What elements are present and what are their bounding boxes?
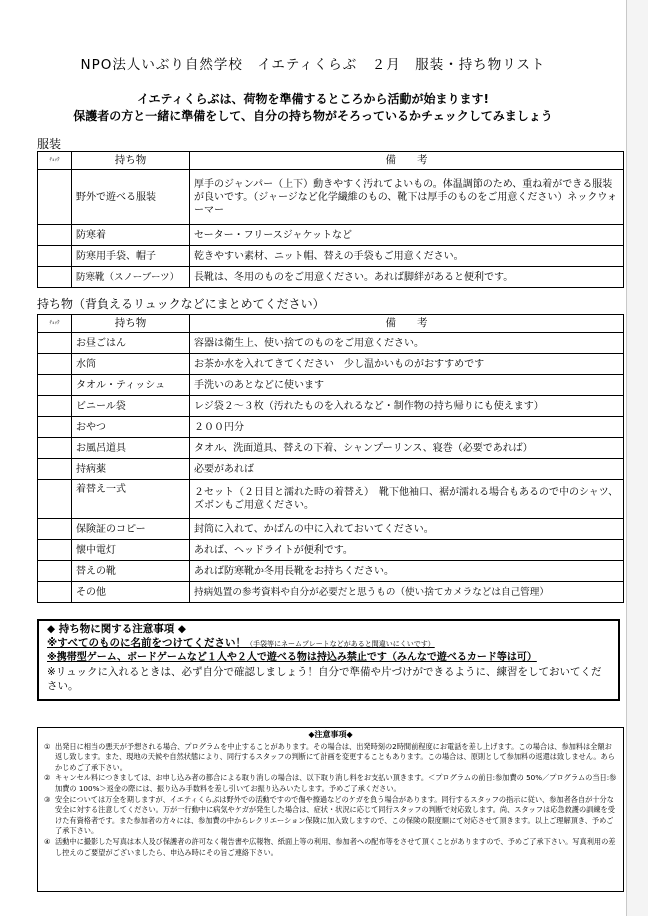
item-cell: 着替え一式 — [72, 480, 190, 519]
note-header: 備 考 — [190, 152, 624, 170]
clothing-table — [37, 151, 624, 288]
caution-box — [37, 727, 624, 892]
caution-item — [44, 837, 617, 858]
item-cell: その他 — [72, 582, 190, 603]
belongings-table — [37, 314, 624, 603]
notes-line-3: ※リュックに入れるときは、必ず自分で確認しましょう！自分で準備や片づけができるように、練習をしておいてください。 — [47, 666, 602, 692]
caution-item — [44, 795, 617, 837]
check-cell[interactable] — [38, 267, 72, 288]
item-cell: 保険証のコピー — [72, 519, 190, 540]
caution-text: 活動中に撮影した写真は本人及び保護者の許可なく報告書や広報物、紙面上等の利用、参加者への配布等をさせて頂くことがありますので、予めご了承下さい。写真利用の差し控えのご要望がございましたら、申込み時にその旨ご連絡下さい。 — [55, 836, 616, 857]
check-header: ﾁｪｯｸ — [38, 152, 72, 170]
table-row — [38, 582, 624, 603]
caution-number: ② — [44, 773, 51, 783]
notes-line-1-text: ※すべてのものに名前をつけてください！ — [47, 637, 246, 649]
item-cell: 防寒靴（スノーブーツ） — [72, 267, 190, 288]
item-cell: お風呂道具 — [72, 438, 190, 459]
item-cell: タオル・ティッシュ — [72, 375, 190, 396]
caution-item — [44, 742, 617, 774]
note-cell: タオル、洗面道具、替えの下着、シャンプーリンス、寝巻（必要であれば） — [190, 438, 624, 459]
notes-line-1-small: （手袋等にネームプレートなどがあると間違いにくいです） — [246, 640, 435, 648]
table-row — [38, 540, 624, 561]
check-cell[interactable] — [38, 561, 72, 582]
check-header: ﾁｪｯｸ — [38, 315, 72, 333]
table-row — [38, 170, 624, 225]
note-cell: 手洗いのあとなどに使います — [190, 375, 624, 396]
check-cell[interactable] — [38, 396, 72, 417]
table-row — [38, 480, 624, 519]
check-cell[interactable] — [38, 225, 72, 246]
note-cell: あれば、ヘッドライトが便利です。 — [190, 540, 624, 561]
note-cell: 厚手のジャンパー（上下）動きやすく汚れてよいもの。体温調節のため、重ね着ができる服装が良いです。（ジャージなど化学繊維のもの、靴下は厚手のものをご用意ください）ネックウォーマー — [190, 170, 624, 225]
table-row — [38, 375, 624, 396]
check-cell[interactable] — [38, 375, 72, 396]
belongings-notes-box — [37, 619, 620, 701]
item-cell: 防寒着 — [72, 225, 190, 246]
note-cell: 必要があれば — [190, 459, 624, 480]
note-cell: 乾きやすい素材、ニット帽、替えの手袋もご用意ください。 — [190, 246, 624, 267]
item-cell: 懐中電灯 — [72, 540, 190, 561]
note-cell: 容器は衛生上、使い捨てのものをご用意ください。 — [190, 333, 624, 354]
note-cell: 封筒に入れて、かばんの中に入れておいてください。 — [190, 519, 624, 540]
check-cell[interactable] — [38, 417, 72, 438]
caution-number: ① — [44, 741, 51, 751]
check-cell[interactable] — [38, 246, 72, 267]
caution-item — [44, 773, 617, 794]
note-cell: あれば防寒靴か冬用長靴をお持ちください。 — [190, 561, 624, 582]
lead-line-1: イエティくらぶは、荷物を準備するところから活動が始まります! — [136, 92, 490, 106]
check-cell[interactable] — [38, 333, 72, 354]
note-cell: ２セット（２日目と濡れた時の着替え） 靴下他袖口、裾が濡れる場合もあるので中のシャツ、ズボンもご用意ください。 — [190, 480, 624, 519]
notes-heading: ◆ 持ち物に関する注意事項 ◆ — [47, 623, 186, 635]
caution-title: ◆注意事項◆ — [308, 730, 353, 739]
table-row — [38, 417, 624, 438]
check-cell[interactable] — [38, 582, 72, 603]
notes-line-1 — [47, 636, 610, 651]
check-cell[interactable] — [38, 519, 72, 540]
check-cell[interactable] — [38, 354, 72, 375]
table-row — [38, 519, 624, 540]
table-row — [38, 396, 624, 417]
table-row — [38, 267, 624, 288]
item-header: 持ち物 — [72, 152, 190, 170]
table-row — [38, 561, 624, 582]
note-header: 備 考 — [190, 315, 624, 333]
note-cell: ２００円分 — [190, 417, 624, 438]
check-cell[interactable] — [38, 438, 72, 459]
table-row — [38, 438, 624, 459]
caution-number: ④ — [44, 836, 51, 846]
table-row — [38, 333, 624, 354]
item-cell: 野外で遊べる服装 — [72, 170, 190, 225]
item-cell: ビニール袋 — [72, 396, 190, 417]
item-header: 持ち物 — [72, 315, 190, 333]
lead-line-2: 保護者の方と一緒に準備をして、自分の持ち物がそろっているかチェックしてみましょう — [73, 109, 553, 123]
note-cell: セーター・フリースジャケットなど — [190, 225, 624, 246]
item-cell: 替えの靴 — [72, 561, 190, 582]
note-cell: 持病処置の参考資料や自分が必要だと思うもの（使い捨てカメラなどは自己管理） — [190, 582, 624, 603]
note-cell: レジ袋２～３枚（汚れたものを入れるなど・制作物の持ち帰りにも使えます） — [190, 396, 624, 417]
check-cell[interactable] — [38, 480, 72, 519]
caution-text: 安全については万全を期しますが、イエティくらぶは野外での活動ですので傷や擦過などのケガを負う場合があります。同行するスタッフの指示に従い、参加者各自が十分な安全に対する注意してください。万が一行動中に病気やケガが発生した場合は、症状・状況に応じて同行スタッフの判断で対応致します。尚、スタッフは応急救護の訓練を受けた有資格者です。また参加者の方々には、参加費の中からレクリエーション保険に加入致しますので、この保険の限度額にて対応させて頂きます。以上ご理解頂き、予めご了承下さい。 — [55, 794, 615, 836]
caution-number: ③ — [44, 794, 51, 804]
note-cell: 長靴は、冬用のものをご用意ください。あれば脚絆があると便利です。 — [190, 267, 624, 288]
page-title: NPO法人いぶり自然学校 イエティくらぶ ２月 服装・持ち物リスト — [80, 57, 546, 73]
notes-line-2: ※携帯型ゲーム、ボードゲームなど１人や２人で遊べる物は持込み禁止です（みんなで遊べるカード等は可） — [47, 652, 537, 663]
caution-text: 出発日に相当の悪天が予想される場合、プログラムを中止することがあります。その場合は、出発時刻の2時間前程度にお電話を差し上げます。この場合は、参加料は全額お返し致します。また、現地の天候や自然状態により、同行するスタッフの判断にて計画を変更することもあります。この場合は、原則として参加料の返還は致しません。あらかじめご了承下さい。 — [55, 741, 615, 772]
item-cell: お昼ごはん — [72, 333, 190, 354]
check-cell[interactable] — [38, 540, 72, 561]
caution-text: キャンセル料につきましては、お申し込み者の都合による取り消しの場合は、以下取り消し料をお支払い頂きます。＜プログラムの前日:参加費の 50%／プログラムの当日:参加費の 100%＞返金の際には、振り込み手数料を差し引いてお振り込みいたします。予めご了承ください。 — [55, 773, 617, 793]
item-cell: 持病薬 — [72, 459, 190, 480]
table-row — [38, 225, 624, 246]
note-cell: お茶か水を入れてきてください 少し温かいものがおすすめです — [190, 354, 624, 375]
check-cell[interactable] — [38, 170, 72, 225]
table-row — [38, 246, 624, 267]
table-row — [38, 459, 624, 480]
check-cell[interactable] — [38, 459, 72, 480]
belongings-section-label: 持ち物（背負えるリュックなどにまとめてください） — [37, 297, 325, 311]
clothing-section-label: 服装 — [37, 137, 62, 151]
page-edge-shadow — [626, 0, 648, 916]
item-cell: 水筒 — [72, 354, 190, 375]
item-cell: 防寒用手袋、帽子 — [72, 246, 190, 267]
table-row — [38, 354, 624, 375]
item-cell: おやつ — [72, 417, 190, 438]
